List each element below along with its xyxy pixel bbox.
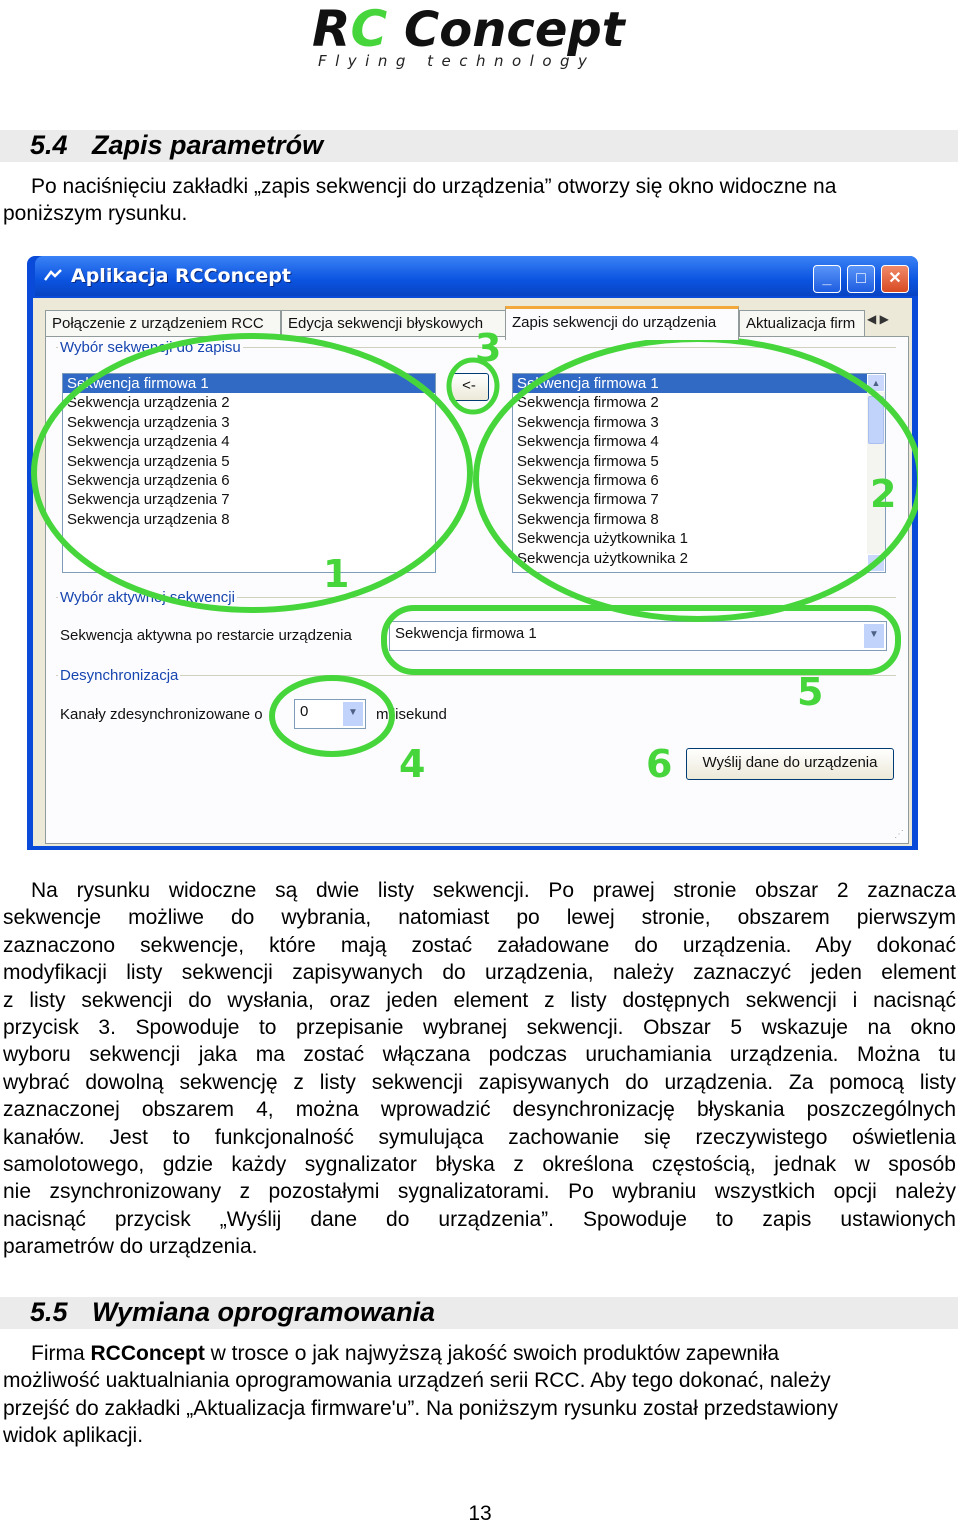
- device-sequence-item[interactable]: Sekwencja urządzenia 5: [67, 452, 230, 470]
- device-sequence-item[interactable]: Sekwencja firmowa 1: [63, 374, 435, 393]
- body-line: parametrów do urządzenia.: [3, 1235, 258, 1259]
- callout-number-4: 4: [399, 742, 426, 786]
- available-sequence-item[interactable]: Sekwencja użytkownika 2: [517, 549, 688, 567]
- device-sequence-item[interactable]: Sekwencja urządzenia 7: [67, 491, 230, 509]
- callout-ellipse-1: [34, 336, 470, 610]
- tab-connection[interactable]: Połączenie z urządzeniem RCC: [45, 310, 281, 337]
- available-sequence-item[interactable]: Sekwencja użytkownika 1: [517, 530, 688, 548]
- body-line: nacisnąć przycisk „Wyślij dane do urządzenia”. Spowoduje to zapis ustawionych: [3, 1207, 956, 1231]
- callout-number-5: 5: [797, 670, 824, 714]
- body-line: modyfikacji listy sekwencji zapisywanych do urządzenia, należy zaznaczyć jeden element: [3, 961, 956, 985]
- chevron-down-icon[interactable]: ▼: [342, 701, 364, 727]
- device-sequence-item[interactable]: Sekwencja urządzenia 3: [67, 413, 230, 431]
- section-heading-5-5: [0, 1297, 958, 1329]
- para-text: Firma: [31, 1342, 91, 1365]
- active-sequence-label: Sekwencja aktywna po restarcie urządzenia: [60, 627, 352, 644]
- body-line: zaznaczono sekwencje, które mają zostać załadowane do urządzenia. Aby dokonać: [3, 933, 956, 957]
- group-label-desync: Desynchronizacja: [60, 667, 179, 684]
- desync-value: 0: [300, 703, 309, 720]
- device-sequence-item[interactable]: Sekwencja urządzenia 6: [67, 471, 230, 489]
- para-line-2: możliwość uaktualniania oprogramowania urządzeń serii RCC. Aby tego dokonać, należy: [3, 1369, 831, 1393]
- rcconcept-logo: [300, 2, 640, 58]
- body-line: kanałów. Jest to funkcjonalność symulująca zachowanie się rzeczywistego oświetlenia: [3, 1125, 956, 1149]
- app-window-screenshot: [27, 256, 918, 850]
- transfer-left-button[interactable]: <-: [449, 373, 489, 401]
- para-text: w trosce o jak najwyższą jakość swoich produktów zapewniła: [204, 1342, 780, 1365]
- device-sequence-item[interactable]: Sekwencja urządzenia 2: [67, 394, 230, 412]
- group-label-active: Wybór aktywnej sekwencji: [60, 589, 235, 606]
- body-line: z listy sekwencji do wysłania, oraz jeden element z listy dostępnych sekwencji i nacisnąć: [3, 988, 956, 1012]
- logo-concept-text: Concept: [404, 2, 625, 58]
- header-logo: [0, 0, 960, 80]
- chevron-left-icon[interactable]: ◀: [867, 312, 877, 326]
- callout-number-2: 2: [870, 472, 897, 516]
- body-line: przycisk 3. Spowoduje to przepisanie wybranej sekwencji. Obszar 5 wskazuje na okno: [3, 1016, 956, 1040]
- intro-line-2: poniższym rysunku.: [3, 202, 188, 226]
- desync-label: Kanały zdesynchronizowane o: [60, 706, 263, 723]
- logo-tagline: Flying technology: [318, 52, 596, 70]
- group-label-select: Wybór sekwencji do zapisu: [60, 339, 241, 356]
- section-number: 5.5: [30, 1297, 68, 1327]
- body-line: nie zsynchronizowany z pozostałymi sygnalizatorami. Po wybraniu wszystkich opcji należy: [3, 1180, 956, 1204]
- callout-number-3: 3: [475, 326, 502, 370]
- callout-ellipse-4: [272, 678, 392, 754]
- body-line: sekwencje możliwe do wybrania, natomiast po lewej stronie, obszarem pierwszym: [3, 906, 956, 930]
- page-number: 13: [468, 1502, 492, 1525]
- tab-write-sequences[interactable]: Zapis sekwencji do urządzenia: [505, 306, 739, 340]
- para-line-3: przejść do zakładki „Aktualizacja firmware'u”. Na poniższym rysunku został przedstawiony: [3, 1396, 838, 1420]
- tab-edit-sequences[interactable]: Edycja sekwencji błyskowych: [281, 310, 507, 337]
- para-line-1: [3, 1340, 956, 1367]
- body-line: Na rysunku widoczne są dwie listy sekwencji. Po prawej stronie obszar 2 zaznacza: [31, 879, 956, 902]
- scroll-down-icon[interactable]: ▼: [867, 554, 885, 572]
- callout-ellipse-2: [476, 339, 918, 619]
- close-button[interactable]: ✕: [881, 265, 909, 293]
- intro-paragraph: [3, 173, 956, 228]
- company-name: RCConcept: [90, 1342, 205, 1365]
- active-sequence-value: Sekwencja firmowa 1: [395, 625, 537, 642]
- minimize-button[interactable]: _: [813, 265, 841, 293]
- intro-line-1: Po naciśnięciu zakładki „zapis sekwencji do urządzenia” otworzy się okno widoczne na: [31, 175, 837, 198]
- body-line: wyboru sekwencji jaka ma zostać włączana podczas uruchamiania urządzenia. Można tu: [3, 1043, 956, 1067]
- available-sequence-item[interactable]: Sekwencja firmowa 3: [517, 413, 659, 431]
- tab-firmware-update[interactable]: Aktualizacja firm: [739, 310, 865, 337]
- logo-rc-text: RC: [312, 2, 388, 58]
- callout-number-1: 1: [323, 552, 350, 596]
- device-sequence-item[interactable]: Sekwencja urządzenia 8: [67, 510, 230, 528]
- body-paragraph: [3, 877, 956, 1261]
- body-line: samolotowego, gdzie każdy sygnalizator błyska z określona częstością, jednak w sposób: [3, 1153, 956, 1177]
- body-line: zaznaczonej obszarem 4, można wprowadzić desynchronizację błyskania poszczególnych: [3, 1098, 956, 1122]
- section-number: 5.4: [30, 130, 68, 160]
- chevron-right-icon[interactable]: ▶: [879, 312, 889, 326]
- section-heading-5-4: [0, 130, 958, 162]
- section-title: Zapis parametrów: [92, 130, 324, 160]
- available-sequence-item[interactable]: Sekwencja firmowa 6: [517, 471, 659, 489]
- available-sequence-item[interactable]: Sekwencja firmowa 8: [517, 510, 659, 528]
- callout-overlay: [27, 256, 918, 850]
- desync-unit: milisekund: [376, 706, 447, 723]
- resize-grip-icon[interactable]: ⋰: [894, 829, 904, 840]
- send-data-button[interactable]: Wyślij dane do urządzenia: [686, 748, 894, 780]
- chevron-down-icon[interactable]: ▼: [863, 623, 885, 649]
- available-sequence-item[interactable]: Sekwencja firmowa 7: [517, 491, 659, 509]
- device-sequence-item[interactable]: Sekwencja urządzenia 4: [67, 433, 230, 451]
- available-sequence-item[interactable]: Sekwencja firmowa 5: [517, 452, 659, 470]
- available-sequence-item[interactable]: Sekwencja firmowa 1: [513, 374, 867, 393]
- para-line-4: widok aplikacji.: [3, 1424, 144, 1448]
- scroll-up-icon[interactable]: ▲: [867, 374, 885, 392]
- callout-rect-5: [384, 608, 898, 672]
- callout-number-6: 6: [646, 742, 673, 786]
- maximize-button[interactable]: □: [847, 265, 875, 293]
- window-title: Aplikacja RCConcept: [71, 265, 291, 287]
- available-sequence-item[interactable]: Sekwencja firmowa 2: [517, 394, 659, 412]
- available-sequence-item[interactable]: Sekwencja firmowa 4: [517, 433, 659, 451]
- body-line: wybrać dowolną sekwencję z listy sekwencji zapisywanych do urządzenia. Za pomocą listy: [3, 1070, 956, 1094]
- section-title: Wymiana oprogramowania: [92, 1297, 436, 1327]
- section-5-5-paragraph: [3, 1340, 956, 1450]
